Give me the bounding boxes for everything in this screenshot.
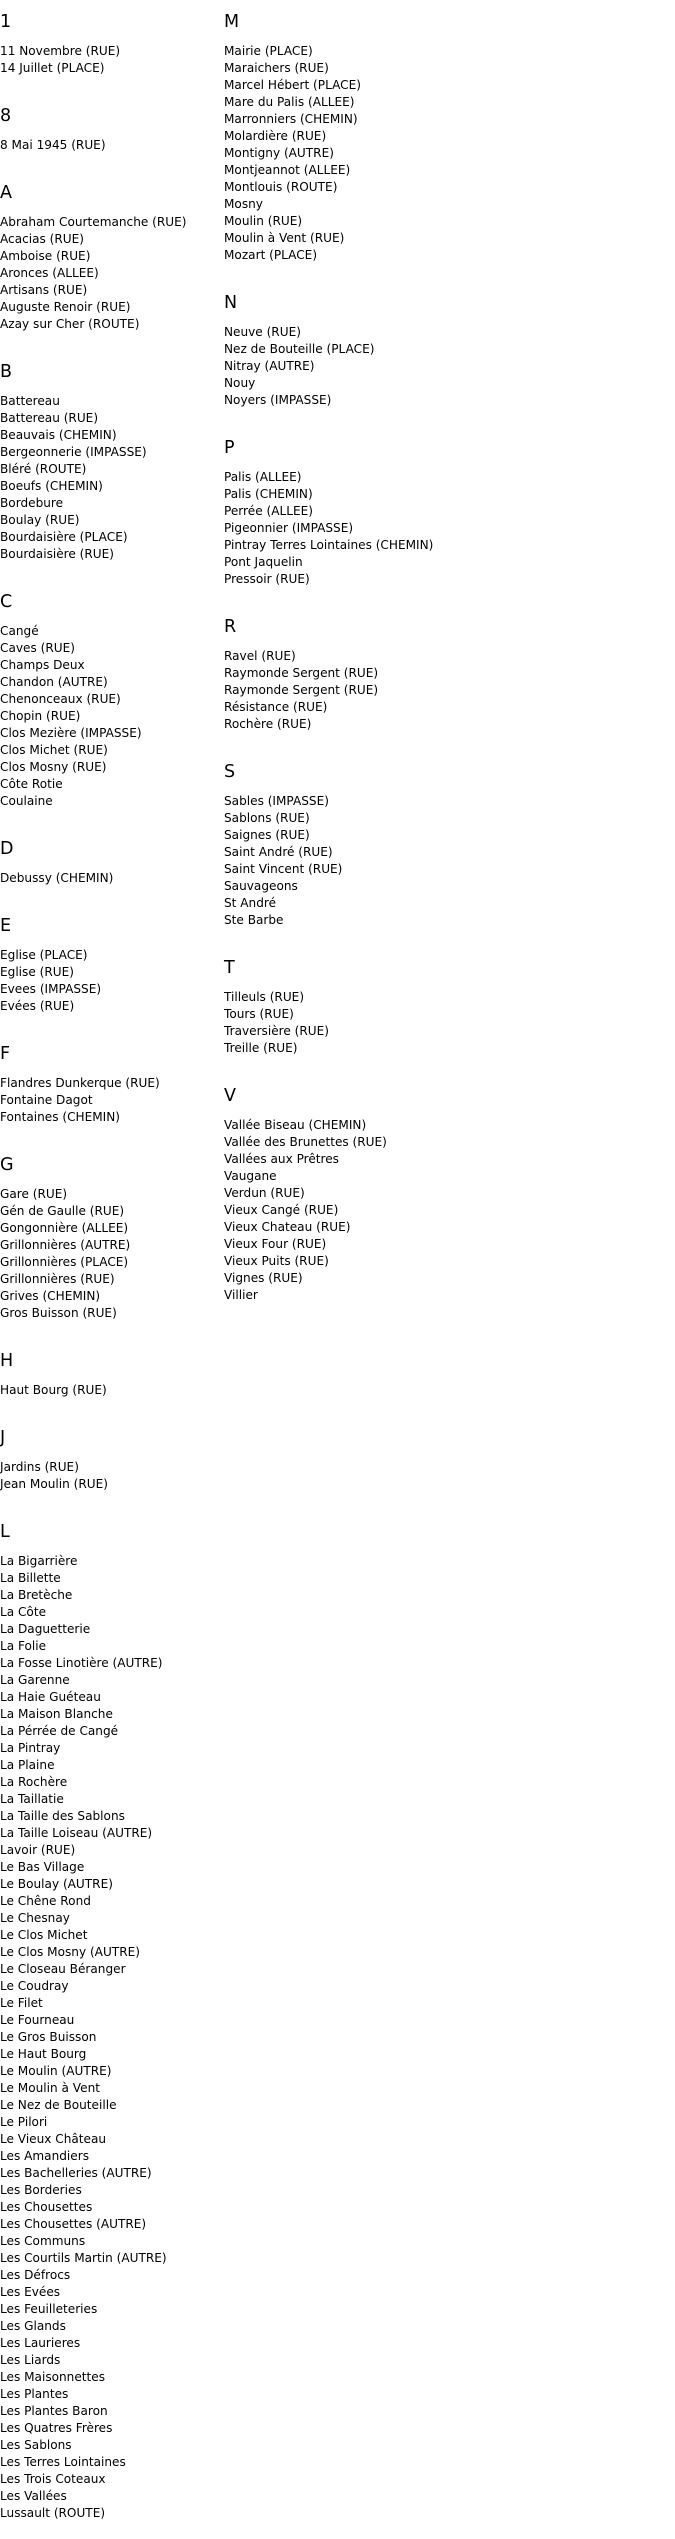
street-list-item[interactable]: Haut Bourg (RUE) xyxy=(0,1383,107,1397)
street-list-item[interactable]: Vignes (RUE) xyxy=(224,1271,303,1285)
street-list-item[interactable]: Palis (CHEMIN) xyxy=(224,487,313,501)
street-list-item[interactable]: Tours (RUE) xyxy=(224,1007,294,1021)
street-list xyxy=(0,127,215,171)
street-list-item[interactable]: Le Moulin à Vent xyxy=(0,2081,100,2095)
street-list-item[interactable]: Palis (ALLEE) xyxy=(224,470,302,484)
street-list-item[interactable]: Eglise (RUE) xyxy=(0,965,74,979)
street-list-item[interactable]: Les Trois Coteaux xyxy=(0,2472,106,2486)
letter-heading: H xyxy=(0,1351,14,1371)
street-list xyxy=(224,459,675,605)
street-list-item[interactable]: Marcel Hébert (PLACE) xyxy=(224,78,361,92)
street-list-item[interactable]: Champs Deux xyxy=(0,658,85,672)
street-list-item[interactable]: Saint Vincent (RUE) xyxy=(224,862,343,876)
street-list-item[interactable]: Neuve (RUE) xyxy=(224,325,301,339)
street-list-item[interactable]: Sauvageons xyxy=(224,879,298,893)
street-list-item[interactable]: Moulin (RUE) xyxy=(224,214,303,228)
street-list-item[interactable]: Bordebure xyxy=(0,496,64,510)
street-list-item[interactable]: Villier xyxy=(224,1288,258,1302)
letter-group xyxy=(224,1074,675,1321)
street-list xyxy=(0,1372,215,1416)
street-list-item[interactable]: Boeufs (CHEMIN) xyxy=(0,479,103,493)
street-list-item[interactable]: Lussault (ROUTE) xyxy=(0,2506,106,2520)
street-list-item[interactable]: Mairie (PLACE) xyxy=(224,44,313,58)
letter-heading: B xyxy=(0,362,13,382)
street-list-item[interactable]: Les Evées xyxy=(0,2285,61,2299)
street-list-item[interactable]: La Bigarrière xyxy=(0,1554,78,1568)
street-list-item[interactable]: Clos Mezière (IMPASSE) xyxy=(0,726,142,740)
street-list-item[interactable]: Vieux Chateau (RUE) xyxy=(224,1220,351,1234)
street-list-item[interactable]: Le Moulin (AUTRE) xyxy=(0,2064,112,2078)
street-list-item[interactable]: Les Plantes xyxy=(0,2387,69,2401)
letter-heading: N xyxy=(224,293,238,313)
street-list-item[interactable]: La Maison Blanche xyxy=(0,1707,113,1721)
street-list-item[interactable]: Les Sablons xyxy=(0,2438,72,2452)
letter-heading: J xyxy=(0,1428,6,1448)
street-list-item[interactable]: Les Vallées xyxy=(0,2489,67,2503)
street-list xyxy=(0,1176,215,1339)
letter-heading: A xyxy=(0,183,12,203)
street-list-item[interactable]: Jardins (RUE) xyxy=(0,1460,79,1474)
street-list-item[interactable]: La Côte xyxy=(0,1605,47,1619)
letter-group xyxy=(0,1032,215,1143)
street-list-item[interactable]: Bergeonnerie (IMPASSE) xyxy=(0,445,147,459)
street-list-item[interactable]: La Rochère xyxy=(0,1775,68,1789)
street-list-item[interactable]: Abraham Courtemanche (RUE) xyxy=(0,215,187,229)
street-list-item[interactable]: Pressoir (RUE) xyxy=(224,572,310,586)
street-list xyxy=(0,1449,215,1510)
street-list-item[interactable]: Ste Barbe xyxy=(224,913,284,927)
letter-heading: G xyxy=(0,1155,14,1175)
letter-heading: 8 xyxy=(0,106,12,126)
street-list-item[interactable]: 11 Novembre (RUE) xyxy=(0,44,121,58)
street-list xyxy=(0,383,215,580)
street-list-item[interactable]: Vallée Biseau (CHEMIN) xyxy=(224,1118,367,1132)
letter-heading: V xyxy=(224,1086,236,1106)
letter-heading: S xyxy=(224,762,236,782)
letter-group xyxy=(0,1143,215,1339)
street-list xyxy=(0,613,215,827)
street-list-item[interactable]: Pont Jaquelin xyxy=(224,555,303,569)
street-list-item[interactable]: La Fosse Linotière (AUTRE) xyxy=(0,1656,163,1670)
street-list-item[interactable]: Le Coudray xyxy=(0,1979,69,1993)
street-list-item[interactable]: Azay sur Cher (ROUTE) xyxy=(0,317,140,331)
street-list-item[interactable]: Le Clos Michet xyxy=(0,1928,88,1942)
street-list-item[interactable]: St André xyxy=(224,896,277,910)
street-list-item[interactable]: Le Clos Mosny (AUTRE) xyxy=(0,1945,140,1959)
street-list-item[interactable]: Gare (RUE) xyxy=(0,1187,68,1201)
street-list-item[interactable]: Rochère (RUE) xyxy=(224,717,312,731)
street-list xyxy=(0,1543,215,2539)
letter-heading: C xyxy=(0,592,13,612)
street-list-item[interactable]: Grillonnières (RUE) xyxy=(0,1272,115,1286)
street-list-item[interactable]: Boulay (RUE) xyxy=(0,513,80,527)
letter-group xyxy=(0,1339,215,1416)
street-list-item[interactable]: Montlouis (ROUTE) xyxy=(224,180,338,194)
street-list-item[interactable]: Battereau xyxy=(0,394,60,408)
letter-group xyxy=(0,171,215,350)
street-list-item[interactable]: Le Gros Buisson xyxy=(0,2030,97,2044)
street-list-item[interactable]: Le Fourneau xyxy=(0,2013,75,2027)
street-list-item[interactable]: Vaugane xyxy=(224,1169,277,1183)
street-list-item[interactable]: Noyers (IMPASSE) xyxy=(224,393,332,407)
letter-heading: P xyxy=(224,438,235,458)
street-list-item[interactable]: La Haie Guéteau xyxy=(0,1690,101,1704)
street-list-item[interactable]: Saint André (RUE) xyxy=(224,845,333,859)
street-list-item[interactable]: Moulin à Vent (RUE) xyxy=(224,231,345,245)
street-list-item[interactable]: Le Chêne Rond xyxy=(0,1894,91,1908)
letter-group xyxy=(0,1416,215,1510)
street-list-item[interactable]: Nouy xyxy=(224,376,256,390)
street-list-item[interactable]: Cangé xyxy=(0,624,39,638)
street-list-item[interactable]: Les Bachelleries (AUTRE) xyxy=(0,2166,152,2180)
street-list-item[interactable]: Les Terres Lointaines xyxy=(0,2455,126,2469)
street-list-item[interactable]: Les Liards xyxy=(0,2353,61,2367)
street-list-item[interactable]: Jean Moulin (RUE) xyxy=(0,1477,108,1491)
street-list-item[interactable]: Les Courtils Martin (AUTRE) xyxy=(0,2251,167,2265)
street-list xyxy=(0,860,215,904)
letter-group xyxy=(224,0,675,281)
street-list-item[interactable]: Verdun (RUE) xyxy=(224,1186,305,1200)
letter-group xyxy=(0,350,215,580)
street-list-item[interactable]: La Garenne xyxy=(0,1673,70,1687)
street-list-item[interactable]: Chandon (AUTRE) xyxy=(0,675,108,689)
street-list xyxy=(0,33,215,94)
letter-heading: T xyxy=(224,958,235,978)
letter-heading: F xyxy=(0,1044,11,1064)
street-list-item[interactable]: Les Glands xyxy=(0,2319,66,2333)
street-list-item[interactable]: Mozart (PLACE) xyxy=(224,248,318,262)
street-list-item[interactable]: Amboise (RUE) xyxy=(0,249,91,263)
street-list-item[interactable]: Le Closeau Béranger xyxy=(0,1962,126,1976)
right-column xyxy=(224,0,675,1321)
street-list-item[interactable]: Battereau (RUE) xyxy=(0,411,99,425)
street-list-item[interactable]: Raymonde Sergent (RUE) xyxy=(224,683,379,697)
street-list-item[interactable]: Les Chousettes (AUTRE) xyxy=(0,2217,147,2231)
street-list-item[interactable]: Flandres Dunkerque (RUE) xyxy=(0,1076,160,1090)
street-list-item[interactable]: Auguste Renoir (RUE) xyxy=(0,300,131,314)
street-list-item[interactable]: Le Chesnay xyxy=(0,1911,70,1925)
street-list-item[interactable]: Mare du Palis (ALLEE) xyxy=(224,95,355,109)
letter-heading: R xyxy=(224,617,237,637)
street-list-item[interactable]: Traversière (RUE) xyxy=(224,1024,329,1038)
street-list-item[interactable]: Grillonnières (PLACE) xyxy=(0,1255,129,1269)
street-list xyxy=(0,204,215,350)
street-list-item[interactable]: Evées (RUE) xyxy=(0,999,75,1013)
street-list-item[interactable]: La Taillatie xyxy=(0,1792,64,1806)
street-list-item[interactable]: Acacias (RUE) xyxy=(0,232,85,246)
letter-heading: D xyxy=(0,839,14,859)
street-list-item[interactable]: Le Filet xyxy=(0,1996,43,2010)
street-list-item[interactable]: Les Quatres Frères xyxy=(0,2421,113,2435)
street-list-item[interactable]: Nitray (AUTRE) xyxy=(224,359,315,373)
street-list-item[interactable]: Les Défrocs xyxy=(0,2268,71,2282)
street-list-item[interactable]: Pigeonnier (IMPASSE) xyxy=(224,521,354,535)
street-list-item[interactable]: Bléré (ROUTE) xyxy=(0,462,87,476)
street-list xyxy=(224,33,675,281)
street-list-item[interactable]: Les Plantes Baron xyxy=(0,2404,108,2418)
street-list-item[interactable]: Marronniers (CHEMIN) xyxy=(224,112,358,126)
street-list-item[interactable]: Grives (CHEMIN) xyxy=(0,1289,101,1303)
street-list-item[interactable]: La Pintray xyxy=(0,1741,61,1755)
letter-group xyxy=(0,827,215,904)
street-list-item[interactable]: Les Feuilleteries xyxy=(0,2302,98,2316)
street-list-item[interactable]: Les Borderies xyxy=(0,2183,82,2197)
street-list-item[interactable]: Clos Mosny (RUE) xyxy=(0,760,107,774)
street-list-item[interactable]: Gros Buisson (RUE) xyxy=(0,1306,117,1320)
street-list-item[interactable]: Aronces (ALLEE) xyxy=(0,266,99,280)
street-list-item[interactable]: Debussy (CHEMIN) xyxy=(0,871,114,885)
street-list-item[interactable]: Sables (IMPASSE) xyxy=(224,794,329,808)
street-list-item[interactable]: Evees (IMPASSE) xyxy=(0,982,102,996)
street-list-item[interactable]: La Bretèche xyxy=(0,1588,73,1602)
street-list-item[interactable]: Fontaine Dagot xyxy=(0,1093,93,1107)
street-list-item[interactable]: Eglise (PLACE) xyxy=(0,948,88,962)
letter-heading: 1 xyxy=(0,12,12,32)
street-list-item[interactable]: Le Bas Village xyxy=(0,1860,85,1874)
street-list-item[interactable]: Vieux Puits (RUE) xyxy=(224,1254,329,1268)
letter-group xyxy=(0,0,215,94)
street-list-item[interactable]: Lavoir (RUE) xyxy=(0,1843,76,1857)
street-list-item[interactable]: La Taille des Sablons xyxy=(0,1809,125,1823)
street-list xyxy=(0,1065,215,1143)
street-list-item[interactable]: Les Maisonnettes xyxy=(0,2370,106,2384)
street-list-item[interactable]: La Billette xyxy=(0,1571,61,1585)
letter-heading: E xyxy=(0,916,12,936)
street-list-item[interactable]: Les Chousettes xyxy=(0,2200,93,2214)
street-list-item[interactable]: Le Haut Bourg xyxy=(0,2047,87,2061)
street-list-item[interactable]: Gén de Gaulle (RUE) xyxy=(0,1204,125,1218)
street-list-item[interactable]: Coulaine xyxy=(0,794,53,808)
street-list-item[interactable]: La Pérrée de Cangé xyxy=(0,1724,119,1738)
letter-heading: L xyxy=(0,1522,10,1542)
letter-group xyxy=(0,94,215,171)
street-list xyxy=(0,937,215,1032)
street-list-item[interactable]: Clos Michet (RUE) xyxy=(0,743,108,757)
left-column xyxy=(0,0,215,2539)
street-list xyxy=(224,1107,675,1321)
street-list-item[interactable]: Montigny (AUTRE) xyxy=(224,146,334,160)
street-list-item[interactable]: Tilleuls (RUE) xyxy=(224,990,305,1004)
street-list-item[interactable]: Vieux Four (RUE) xyxy=(224,1237,327,1251)
street-list-item[interactable]: Le Pilori xyxy=(0,2115,48,2129)
street-list xyxy=(224,638,675,750)
street-list-item[interactable]: Beauvais (CHEMIN) xyxy=(0,428,117,442)
street-list-item[interactable]: Chenonceaux (RUE) xyxy=(0,692,121,706)
letter-group xyxy=(224,946,675,1074)
street-list-item[interactable]: Bourdaisière (RUE) xyxy=(0,547,114,561)
street-list-item[interactable]: Vieux Cangé (RUE) xyxy=(224,1203,339,1217)
street-list-item[interactable]: Raymonde Sergent (RUE) xyxy=(224,666,379,680)
street-list-item[interactable]: 14 Juillet (PLACE) xyxy=(0,61,105,75)
street-list-item[interactable]: Nez de Bouteille (PLACE) xyxy=(224,342,375,356)
letter-group xyxy=(224,281,675,426)
street-list-item[interactable]: Le Boulay (AUTRE) xyxy=(0,1877,113,1891)
letter-group xyxy=(224,750,675,946)
street-list-item[interactable]: Côte Rotie xyxy=(0,777,63,791)
street-list-item[interactable]: 8 Mai 1945 (RUE) xyxy=(0,138,106,152)
letter-group xyxy=(0,904,215,1032)
street-list xyxy=(224,314,675,426)
street-list-item[interactable]: La Folie xyxy=(0,1639,47,1653)
street-list-item[interactable]: La Plaine xyxy=(0,1758,55,1772)
letter-heading: M xyxy=(224,12,240,32)
letter-group xyxy=(224,426,675,605)
street-list-item[interactable]: Sablons (RUE) xyxy=(224,811,310,825)
street-list-item[interactable]: La Taille Loiseau (AUTRE) xyxy=(0,1826,153,1840)
street-list-item[interactable]: Artisans (RUE) xyxy=(0,283,88,297)
street-list-item[interactable]: Le Nez de Bouteille xyxy=(0,2098,117,2112)
street-list-item[interactable]: Les Amandiers xyxy=(0,2149,89,2163)
street-list-item[interactable]: Vallées aux Prêtres xyxy=(224,1152,339,1166)
street-list-item[interactable]: Saignes (RUE) xyxy=(224,828,310,842)
street-list-item[interactable]: La Daguetterie xyxy=(0,1622,91,1636)
street-list-item[interactable]: Les Laurieres xyxy=(0,2336,81,2350)
street-list-item[interactable]: Maraichers (RUE) xyxy=(224,61,329,75)
street-list-item[interactable]: Les Communs xyxy=(0,2234,86,2248)
street-list-item[interactable]: Caves (RUE) xyxy=(0,641,75,655)
street-list-item[interactable]: Le Vieux Château xyxy=(0,2132,107,2146)
street-list-item[interactable]: Perrée (ALLEE) xyxy=(224,504,313,518)
street-list-item[interactable]: Ravel (RUE) xyxy=(224,649,296,663)
street-list-item[interactable]: Bourdaisière (PLACE) xyxy=(0,530,128,544)
street-list-item[interactable]: Treille (RUE) xyxy=(224,1041,298,1055)
street-list-item[interactable]: Gongonnière (ALLEE) xyxy=(0,1221,129,1235)
street-list-item[interactable]: Molardière (RUE) xyxy=(224,129,327,143)
street-list-item[interactable]: Montjeannot (ALLEE) xyxy=(224,163,351,177)
street-list xyxy=(224,783,675,946)
street-list-item[interactable]: Fontaines (CHEMIN) xyxy=(0,1110,121,1124)
letter-group xyxy=(0,1510,215,2539)
street-list-item[interactable]: Grillonnières (AUTRE) xyxy=(0,1238,131,1252)
street-list-item[interactable]: Pintray Terres Lointaines (CHEMIN) xyxy=(224,538,434,552)
letter-group xyxy=(224,605,675,750)
street-list-item[interactable]: Chopin (RUE) xyxy=(0,709,81,723)
street-list xyxy=(224,979,675,1074)
street-list-item[interactable]: Mosny xyxy=(224,197,263,211)
street-list-item[interactable]: Vallée des Brunettes (RUE) xyxy=(224,1135,387,1149)
street-list-item[interactable]: Résistance (RUE) xyxy=(224,700,328,714)
letter-group xyxy=(0,580,215,827)
